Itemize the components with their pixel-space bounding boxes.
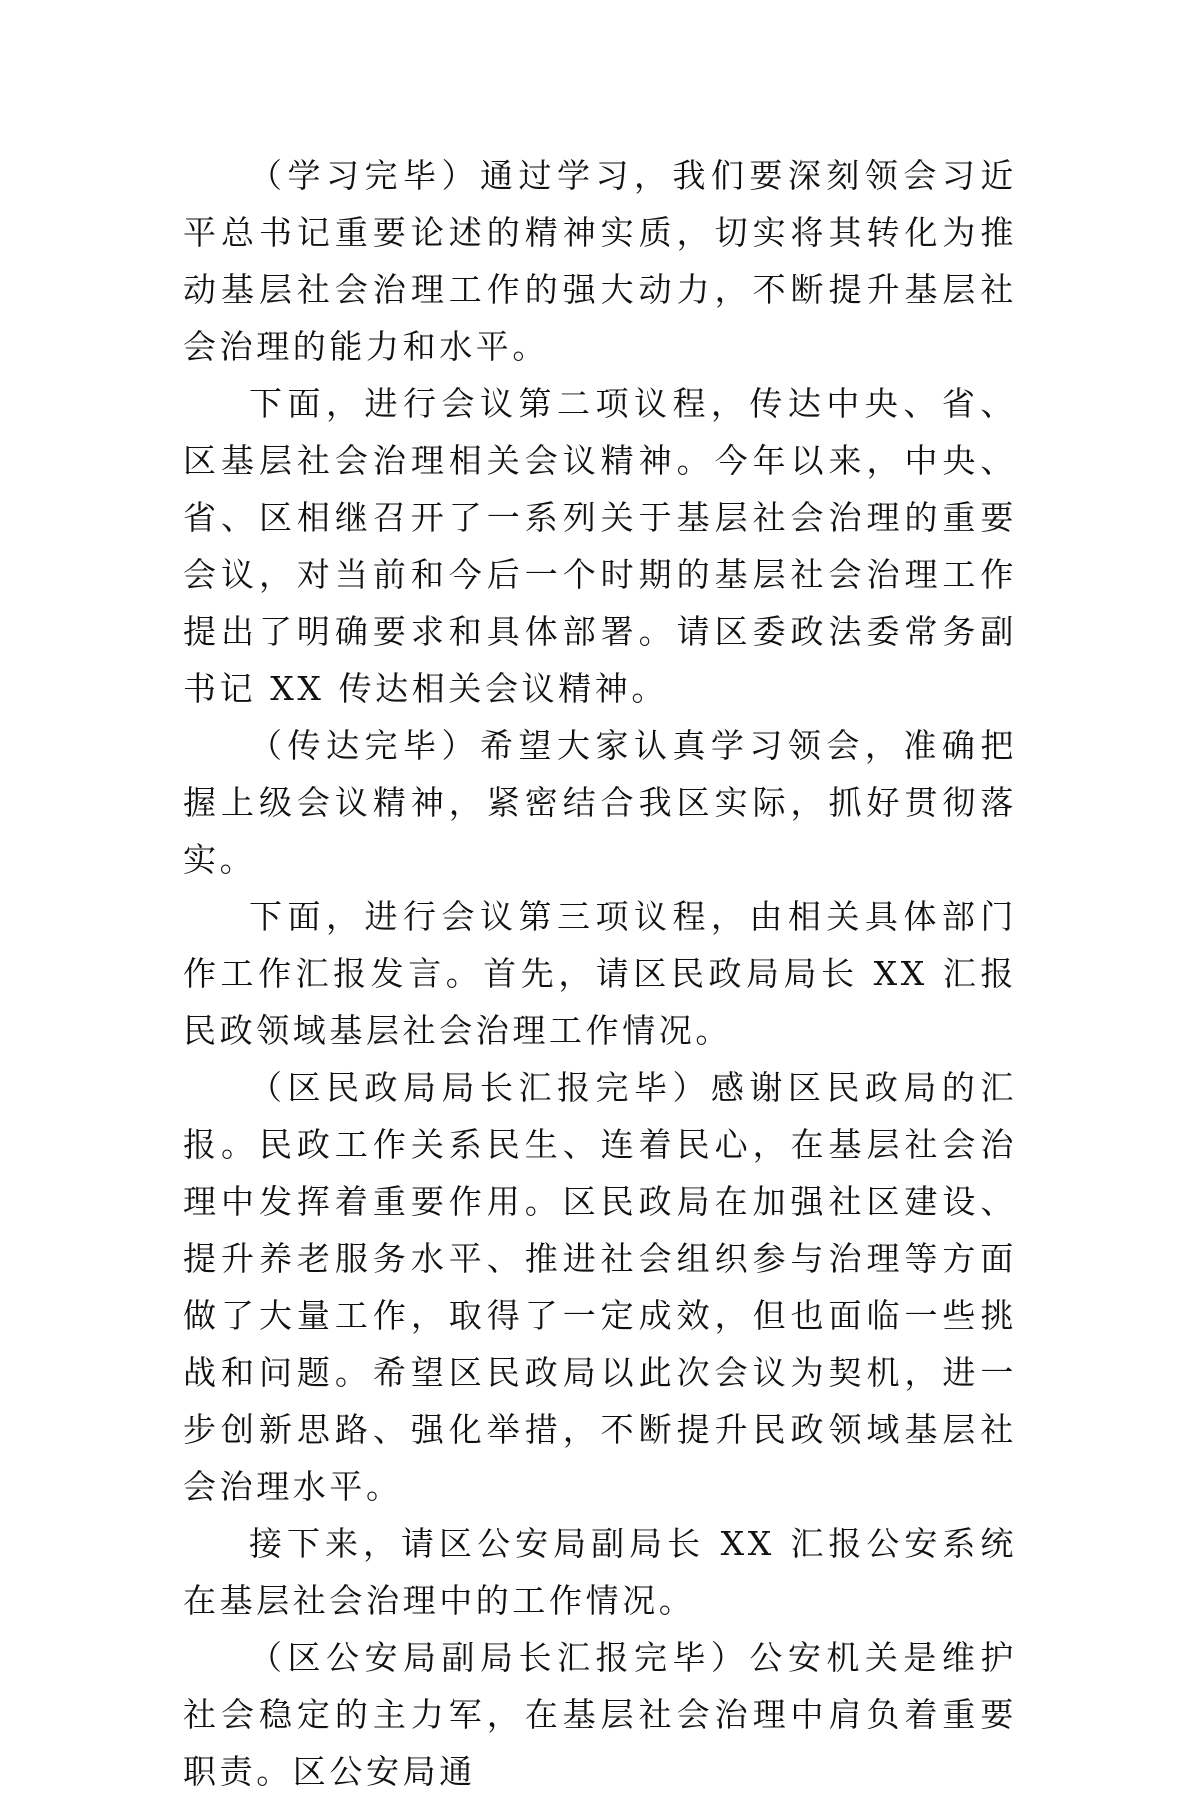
document-body bbox=[183, 147, 1017, 1800]
paragraph-agenda-item-two: 下面，进行会议第二项议程，传达中央、省、区基层社会治理相关会议精神。今年以来，中央、省、区相继召开了一系列关于基层社会治理的重要会议，对当前和今后一个时期的基层社会治理工作提出了明确要求和具体部署。请区委政法委常务副书记 XX 传达相关会议精神。 bbox=[183, 384, 1017, 708]
paragraph-public-security-report: （区公安局副局长汇报完毕）公安机关是维护社会稳定的主力军，在基层社会治理中肩负着重要职责。区公安局通 bbox=[183, 1638, 1017, 1791]
paragraph-civil-affairs-report: （区民政局局长汇报完毕）感谢区民政局的汇报。民政工作关系民生、连着民心，在基层社会治理中发挥着重要作用。区民政局在加强社区建设、提升养老服务水平、推进社会组织参与治理等方面做了大量工作，取得了一定成效，但也面临一些挑战和问题。希望区民政局以此次会议为契机，进一步创新思路、强化举措，不断提升民政领域基层社会治理水平。 bbox=[183, 1068, 1017, 1506]
paragraph-study-complete: （学习完毕）通过学习，我们要深刻领会习近平总书记重要论述的精神实质，切实将其转化为推动基层社会治理工作的强大动力，不断提升基层社会治理的能力和水平。 bbox=[183, 156, 1017, 366]
paragraph-relay-complete: （传达完毕）希望大家认真学习领会，准确把握上级会议精神，紧密结合我区实际，抓好贯彻落实。 bbox=[183, 726, 1017, 879]
paragraph-agenda-item-three: 下面，进行会议第三项议程，由相关具体部门作工作汇报发言。首先，请区民政局局长 XX 汇报民政领域基层社会治理工作情况。 bbox=[183, 897, 1017, 1050]
paragraph-public-security-intro: 接下来，请区公安局副局长 XX 汇报公安系统在基层社会治理中的工作情况。 bbox=[183, 1524, 1017, 1620]
